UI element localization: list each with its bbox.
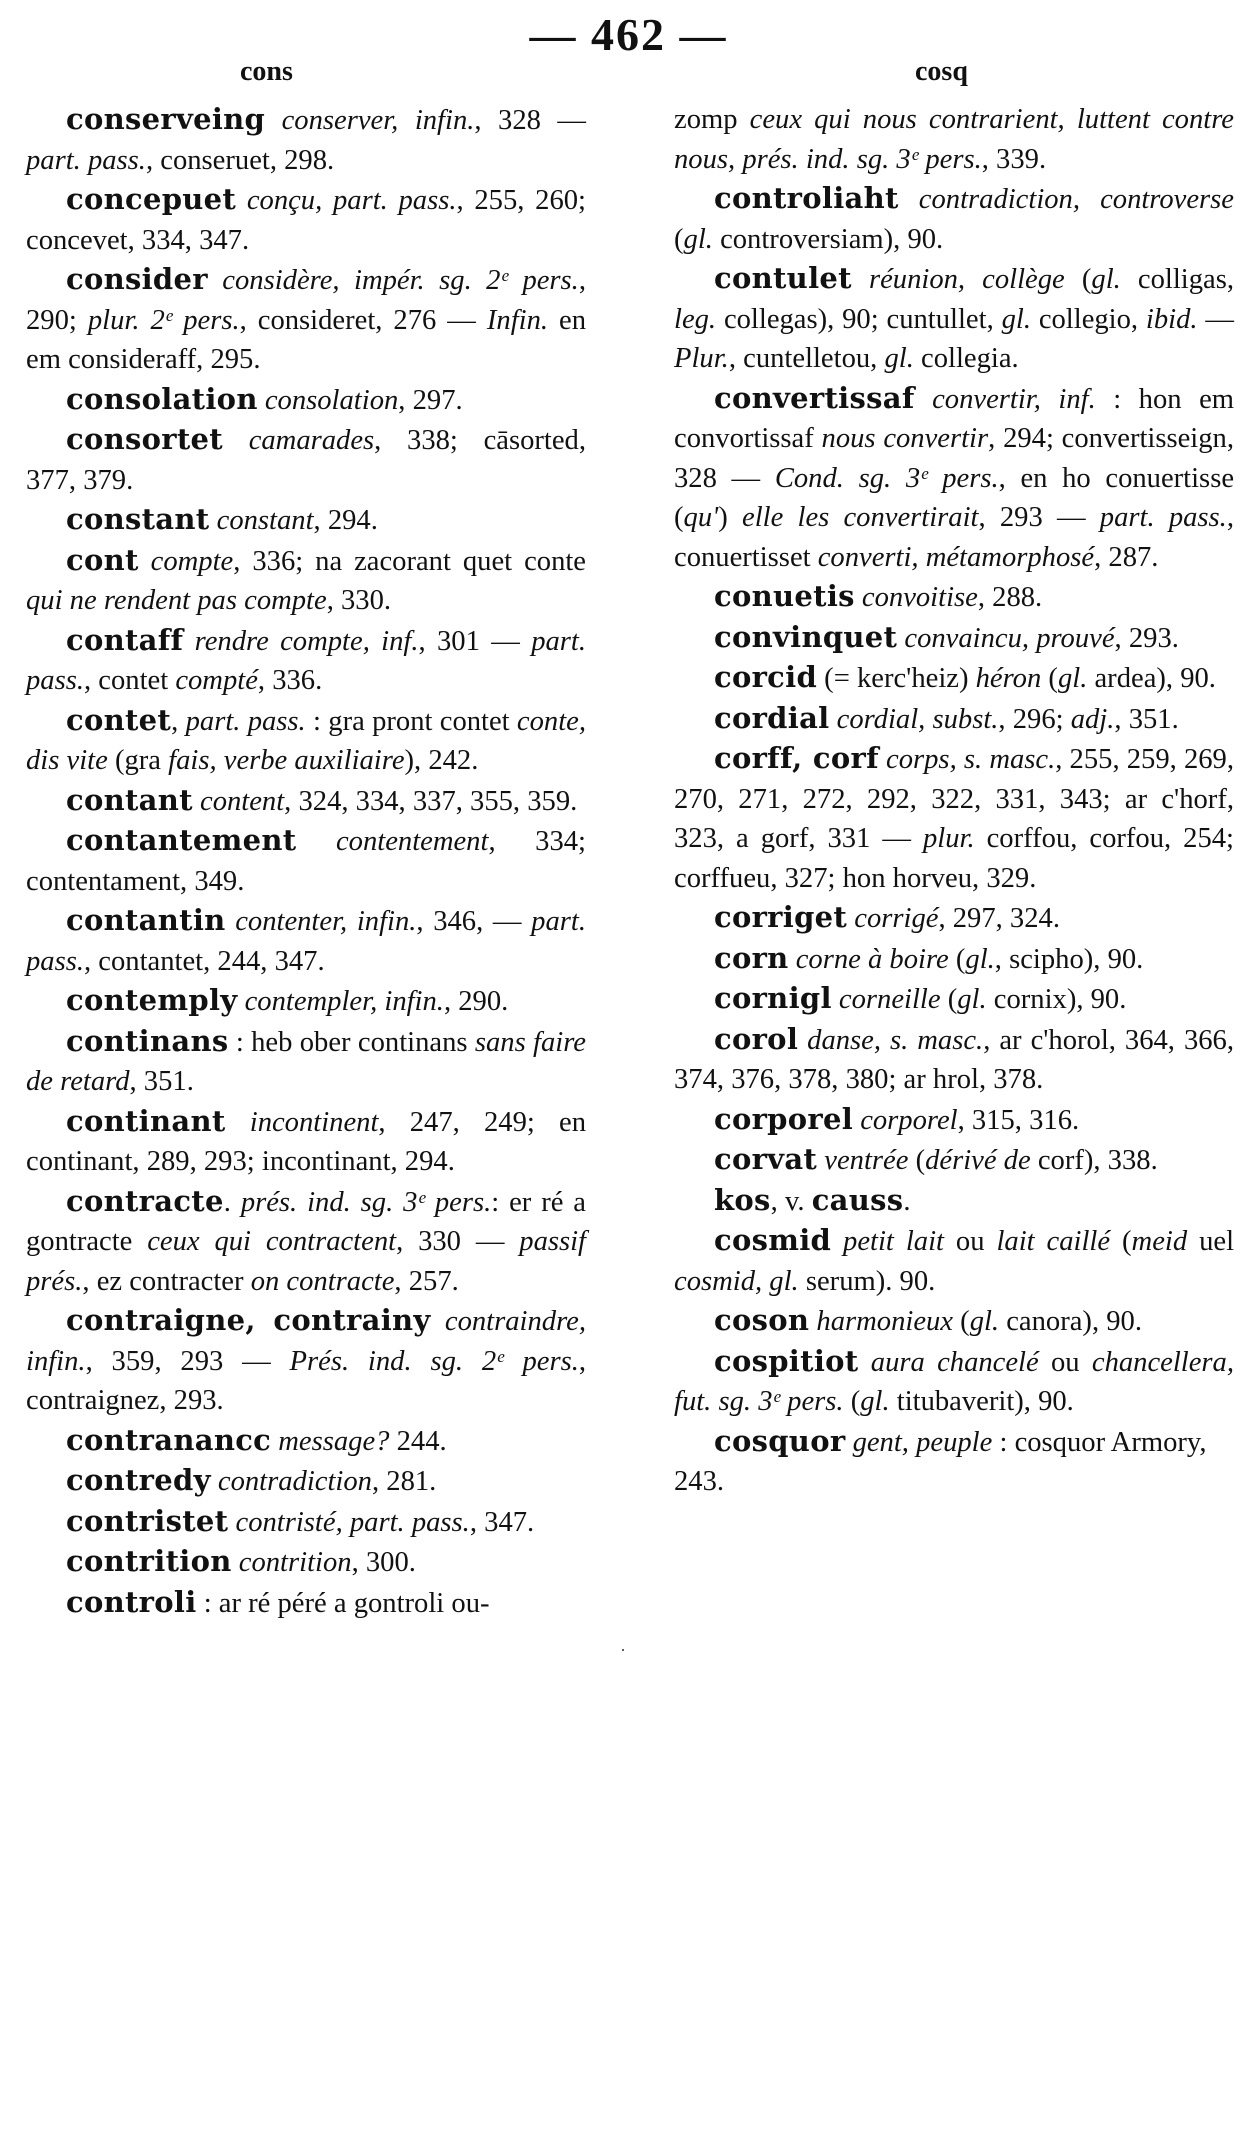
entry-definition: rendre compte, inf.: [183, 625, 419, 657]
entry-definition: convaincu, prouvé: [897, 622, 1115, 654]
dictionary-entry: [674, 1181, 1234, 1222]
entry-headword: convertissaf: [714, 380, 915, 415]
entry-definition: harmonieux: [809, 1306, 954, 1337]
dictionary-entry: [26, 1182, 586, 1302]
entry-headword: consider: [66, 262, 208, 296]
entry-text: collegio,: [1030, 303, 1146, 335]
entry-text: 244.: [389, 1425, 447, 1457]
entry-headword: constant: [66, 502, 210, 536]
entry-definition: conte, dis vite: [26, 705, 586, 776]
entry-headword: continant: [66, 1103, 226, 1138]
entry-text: (: [1110, 1226, 1132, 1257]
entry-text: (: [948, 943, 966, 975]
dictionary-entry: [26, 781, 586, 822]
entry-text: ou: [1038, 1346, 1092, 1378]
entry-text: , 290;: [26, 265, 586, 336]
entry-text: , conseruet, 298.: [145, 144, 335, 176]
entry-text: , 351.: [1114, 703, 1179, 735]
entry-definition: Infin.: [486, 304, 549, 336]
entry-text: , 300.: [351, 1547, 416, 1578]
page-number: — 462 —: [529, 9, 728, 60]
entry-headword: contraigne, contrainy: [66, 1303, 431, 1337]
entry-text: , 315, 316.: [957, 1104, 1080, 1136]
entry-definition: part. pass.: [1099, 502, 1227, 533]
entry-headword: corol: [714, 1021, 799, 1056]
entry-text: ou: [943, 1226, 997, 1257]
entry-definition: compte: [138, 545, 234, 577]
entry-definition: lait caillé: [996, 1226, 1111, 1257]
entry-headword: conserveing: [66, 102, 266, 136]
entry-text: , 359, 293 —: [85, 1345, 290, 1377]
dictionary-entry: [26, 100, 586, 180]
entry-definition: consolation: [257, 384, 399, 416]
entry-text: , 339.: [981, 143, 1047, 175]
entry-definition: gent, peuple: [845, 1426, 993, 1458]
entry-text: zomp: [674, 104, 750, 135]
entry-definition: gl.: [969, 1306, 1000, 1337]
entry-definition: leg.: [674, 303, 717, 335]
entry-text: , 294; convertisseign, 328 —: [674, 423, 1234, 494]
right-running-head: cosq: [915, 56, 968, 87]
entry-text: : cosquor Armory, 243.: [674, 1426, 1207, 1497]
entry-headword: contant: [66, 782, 193, 817]
dictionary-entry: [26, 500, 586, 541]
entry-definition: nous convertir: [821, 423, 989, 454]
dictionary-entry: [674, 379, 1234, 578]
dictionary-entry: [26, 1301, 586, 1421]
entry-headword: contet: [66, 702, 172, 737]
entry-text: , 330 —: [396, 1226, 520, 1257]
entry-headword: cosquor: [714, 1423, 846, 1458]
entry-definition: content: [192, 785, 285, 817]
dictionary-entry: [674, 1100, 1234, 1141]
entry-headword: cordial: [714, 700, 830, 735]
entry-headword: contrition: [66, 1544, 232, 1578]
dictionary-entry: [26, 1421, 586, 1462]
entry-definition: contraindre, infin.: [26, 1306, 586, 1377]
entry-text: canora), 90.: [999, 1306, 1142, 1337]
dictionary-entry: [674, 939, 1234, 980]
dictionary-entry: [674, 1342, 1234, 1422]
dictionary-entry: [674, 658, 1234, 699]
entry-headword: concepuet: [66, 182, 237, 216]
dictionary-entry: [674, 699, 1234, 740]
entry-text: ,: [171, 705, 186, 737]
entry-text: uel: [1187, 1226, 1235, 1257]
entry-definition: aura chancelé: [858, 1346, 1039, 1378]
entry-text: : gra pront contet: [305, 705, 517, 737]
left-column: [26, 100, 586, 1623]
entry-definition: plur. 2ᵉ pers.: [87, 304, 240, 336]
entry-definition: corrigé: [847, 903, 939, 934]
entry-text: , 297, 324.: [938, 903, 1060, 934]
entry-text: colligas,: [1120, 264, 1235, 295]
dictionary-entry: [674, 739, 1234, 898]
entry-headword: coson: [714, 1303, 810, 1337]
entry-text: , 281.: [371, 1466, 437, 1497]
entry-crossref: causs: [811, 1182, 904, 1217]
entry-text: —: [1197, 303, 1235, 335]
entry-text: , 257.: [394, 1265, 459, 1297]
entry-definition: gl.: [860, 1386, 890, 1417]
entry-headword: contaff: [66, 622, 184, 657]
entry-headword: corvat: [714, 1142, 818, 1176]
entry-headword: cosmid: [714, 1223, 832, 1257]
entry-text: ): [718, 502, 742, 533]
entry-definition: gl.: [965, 943, 995, 975]
entry-definition: conserver, infin.: [265, 105, 475, 136]
entry-definition: Plur.: [674, 343, 729, 374]
entry-text: ), 242.: [404, 745, 479, 776]
entry-text: , 330.: [326, 585, 392, 616]
entry-text: , 296;: [998, 703, 1071, 735]
dictionary-entry: [26, 1502, 586, 1543]
entry-text: (: [1064, 264, 1092, 295]
dictionary-entry: [26, 260, 586, 380]
entry-text: , 336; na zacorant quet conte: [233, 545, 586, 577]
entry-text: serum). 90.: [798, 1265, 936, 1297]
entry-text: , 346, —: [416, 906, 532, 937]
entry-text: , 351.: [129, 1066, 194, 1097]
entry-headword: contantin: [66, 903, 226, 937]
entry-text: collegas), 90; cuntullet,: [716, 303, 1002, 335]
entry-text: , 301 —: [418, 625, 532, 657]
entry-definition: cosmid, gl.: [674, 1265, 799, 1297]
entry-headword: consolation: [66, 381, 258, 416]
entry-headword: kos: [714, 1182, 771, 1217]
entry-text: en em consideraff, 295.: [26, 304, 587, 375]
entry-text: , 347.: [469, 1506, 535, 1538]
entry-headword: contristet: [66, 1503, 229, 1538]
entry-definition: considère, impér. sg. 2ᵉ pers.: [207, 265, 579, 296]
entry-text: , 290.: [443, 986, 509, 1017]
dictionary-entry: [26, 821, 586, 901]
dictionary-entry: [674, 1140, 1234, 1181]
dictionary-entry: [26, 541, 586, 621]
dictionary-entry: [674, 1301, 1234, 1342]
right-column: [674, 100, 1234, 1502]
entry-text: , 297.: [398, 384, 463, 416]
entry-definition: gl.: [1057, 663, 1088, 694]
entry-definition: gl.: [1091, 264, 1121, 295]
entry-definition: Prés. ind. sg. 2ᵉ pers.: [289, 1345, 579, 1377]
entry-text: (: [908, 1145, 926, 1176]
entry-definition: qui ne rendent pas compte: [26, 585, 327, 616]
dictionary-entry: [26, 701, 586, 781]
entry-definition: ventrée: [817, 1145, 909, 1176]
entry-definition: convoitise: [854, 582, 978, 613]
entry-text: , scipho), 90.: [994, 943, 1144, 975]
dictionary-entry: [674, 1221, 1234, 1301]
entry-headword: contemply: [66, 983, 238, 1017]
entry-definition: meid: [1131, 1226, 1188, 1257]
entry-text: , 293 —: [978, 502, 1100, 533]
dictionary-entry: [674, 179, 1234, 259]
entry-definition: gl.: [1001, 303, 1031, 335]
entry-definition: message?: [271, 1425, 390, 1457]
entry-definition: gl.: [884, 343, 914, 374]
dictionary-entry: [26, 901, 586, 981]
entry-text: , conuertisset: [674, 502, 1234, 573]
dictionary-entry: [26, 981, 586, 1022]
entry-headword: contredy: [66, 1463, 211, 1497]
entry-headword: contracte: [66, 1183, 224, 1218]
entry-headword: continans: [66, 1023, 229, 1058]
entry-headword: contulet: [714, 261, 852, 295]
entry-headword: contranancc: [66, 1422, 272, 1457]
entry-definition: corporel: [853, 1104, 958, 1136]
entry-text: (: [940, 984, 958, 1015]
entry-definition: cordial, subst.: [829, 703, 999, 735]
margin-dot: ·: [620, 1640, 626, 1660]
entry-definition: dérivé de: [925, 1145, 1031, 1176]
dictionary-entry: [26, 621, 586, 701]
entry-text: , 338; cāsorted, 377, 379.: [26, 425, 586, 496]
entry-text: corf), 338.: [1030, 1145, 1158, 1176]
entry-headword: corff, corf: [714, 741, 879, 775]
entry-text: , 324, 334, 337, 355, 359.: [284, 785, 578, 817]
entry-definition: elle les convertirait: [742, 502, 979, 533]
entry-definition: adj.: [1070, 703, 1115, 735]
entry-headword: cont: [66, 542, 139, 577]
entry-text: .: [903, 1185, 911, 1217]
entry-definition: part. pass.: [26, 144, 146, 176]
entry-text: , 288.: [977, 582, 1043, 613]
entry-text: , v.: [770, 1185, 812, 1217]
entry-headword: contantement: [66, 823, 297, 857]
entry-headword: corcid: [714, 660, 818, 694]
entry-text: .: [223, 1186, 241, 1218]
entry-text: , 293.: [1114, 622, 1179, 654]
entry-text: , 328 —: [474, 105, 586, 136]
entry-definition: héron: [975, 663, 1042, 694]
dictionary-entry: [674, 979, 1234, 1020]
entry-definition: contradiction: [210, 1466, 372, 1497]
entry-definition: contrition: [231, 1547, 352, 1578]
entry-definition: corneille: [831, 984, 941, 1015]
entry-text: : heb ober continans: [228, 1026, 475, 1058]
entry-text: , 336.: [257, 665, 323, 696]
entry-text: : hon em convortissaf: [674, 383, 1234, 454]
entry-text: , 294.: [313, 505, 378, 536]
entry-text: (: [674, 223, 684, 255]
dictionary-entry: [674, 100, 1234, 179]
entry-definition: danse, s. masc.: [798, 1024, 984, 1056]
left-running-head: cons: [240, 56, 293, 87]
entry-definition: corne à boire: [788, 943, 949, 975]
dictionary-entry: [26, 180, 586, 260]
entry-text: titubaverit), 90.: [889, 1386, 1074, 1417]
entry-definition: contristé, part. pass.: [228, 1506, 470, 1538]
entry-text: cornix), 90.: [986, 984, 1127, 1015]
entry-text: (: [953, 1306, 970, 1337]
entry-text: (gra: [107, 745, 169, 776]
entry-definition: passif prés.: [26, 1226, 587, 1297]
entry-definition: camarades: [222, 425, 375, 456]
entry-definition: gl.: [683, 223, 713, 255]
entry-definition: converti, métamorphosé: [817, 541, 1095, 573]
entry-definition: fais, verbe auxiliaire: [168, 745, 405, 776]
entry-definition: part. pass.: [26, 906, 586, 977]
dictionary-entry: [26, 1102, 586, 1182]
entry-definition: convertir, inf.: [914, 383, 1096, 415]
entry-definition: gl.: [957, 984, 987, 1015]
entry-headword: cospitiot: [714, 1343, 859, 1378]
entry-text: , contantet, 244, 347.: [84, 945, 325, 977]
entry-text: , 334; contentament, 349.: [26, 826, 586, 897]
entry-definition: compté: [175, 665, 258, 696]
entry-text: (= kerc'heiz): [817, 663, 976, 694]
entry-definition: conçu, part. pass.: [236, 185, 457, 216]
dictionary-entry: [26, 380, 586, 421]
entry-definition: incontinent: [225, 1106, 379, 1138]
entry-headword: controli: [66, 1584, 197, 1619]
entry-text: , contet: [84, 665, 176, 696]
dictionary-entry: [26, 1583, 586, 1624]
entry-definition: contenter, infin.: [225, 906, 417, 937]
entry-text: : er ré a gontracte: [26, 1186, 587, 1257]
entry-text: corffou, corfou, 254; corffueu, 327; hon horveu, 329.: [674, 823, 1234, 894]
entry-text: , 255, 259, 269, 270, 271, 272, 292, 322, 331, 343; ar c'horf, 323, a gorf, 331 —: [674, 744, 1234, 854]
entry-text: ardea), 90.: [1087, 663, 1216, 694]
entry-text: (: [1041, 663, 1058, 694]
entry-text: , en ho conuertisse (: [674, 462, 1235, 533]
entry-text: controversiam), 90.: [712, 223, 944, 255]
entry-headword: conuetis: [714, 579, 855, 613]
entry-text: (: [843, 1386, 861, 1417]
entry-definition: part. pass.: [185, 705, 306, 737]
entry-headword: consortet: [66, 422, 223, 456]
entry-definition: sans faire de retard: [26, 1026, 586, 1097]
dictionary-entry: [674, 259, 1234, 379]
entry-definition: ceux qui nous contrarient, luttent contre nous, prés. ind. sg. 3ᵉ pers.: [674, 104, 1234, 175]
entry-text: , 287.: [1094, 541, 1159, 573]
entry-text: , ar c'horol, 364, 366, 374, 376, 378, 380; ar hrol, 378.: [674, 1024, 1234, 1095]
entry-text: , 255, 260; concevet, 334, 347.: [26, 185, 586, 256]
entry-definition: corps, s. masc.: [878, 744, 1056, 775]
entry-definition: contempler, infin.: [237, 986, 444, 1017]
dictionary-entry: [26, 420, 586, 500]
entry-text: , ez contracter: [82, 1265, 251, 1297]
dictionary-entry: [674, 898, 1234, 939]
dictionary-entry: [26, 1022, 586, 1102]
entry-headword: corriget: [714, 900, 848, 934]
dictionary-entry: [26, 1542, 586, 1583]
entry-definition: prés. ind. sg. 3ᵉ pers.: [240, 1186, 492, 1218]
dictionary-entry: [674, 1422, 1234, 1502]
entry-definition: chancellera, fut. sg. 3ᵉ pers.: [674, 1346, 1235, 1417]
entry-definition: petit lait: [831, 1226, 944, 1257]
entry-definition: ceux qui contractent: [147, 1226, 397, 1257]
entry-text: , cuntelletou,: [728, 343, 885, 374]
entry-definition: ibid.: [1145, 303, 1198, 335]
dictionary-entry: [674, 618, 1234, 659]
entry-headword: controliaht: [714, 181, 899, 215]
entry-headword: corn: [714, 940, 789, 975]
dictionary-entry: [674, 577, 1234, 618]
dictionary-entry: [674, 1020, 1234, 1100]
dictionary-entry: [26, 1461, 586, 1502]
entry-text: : ar ré péré a gontroli ou-: [196, 1587, 490, 1619]
entry-definition: contentement: [296, 826, 489, 857]
entry-definition: on contracte: [250, 1265, 395, 1297]
entry-text: , consideret, 276 —: [239, 304, 487, 336]
entry-definition: plur.: [922, 823, 975, 854]
entry-headword: corporel: [714, 1101, 854, 1136]
entry-definition: contradiction, controverse: [898, 184, 1234, 215]
entry-definition: part. pass.: [26, 625, 587, 696]
entry-headword: cornigl: [714, 981, 832, 1015]
entry-definition: réunion, collège: [851, 264, 1065, 295]
entry-definition: qu': [683, 502, 719, 533]
entry-definition: constant: [209, 505, 314, 536]
entry-text: collegia.: [913, 343, 1019, 374]
entry-definition: Cond. sg. 3ᵉ pers.: [774, 462, 999, 494]
entry-text: , 247, 249; en continant, 289, 293; incontinant, 294.: [26, 1106, 586, 1177]
entry-text: , contraignez, 293.: [26, 1345, 586, 1416]
entry-headword: convinquet: [714, 619, 898, 654]
